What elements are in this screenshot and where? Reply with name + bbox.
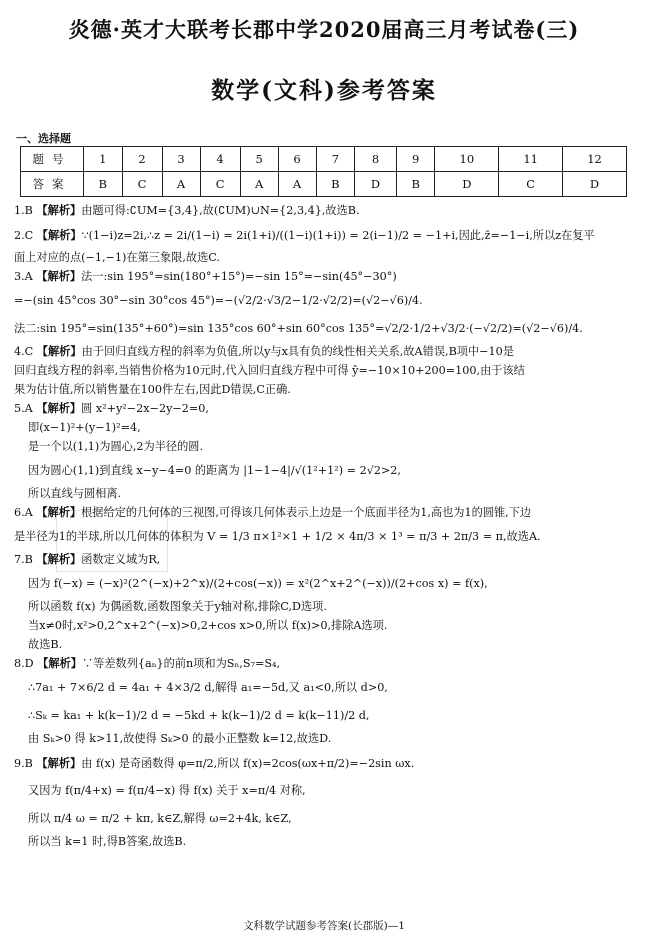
answer-cell: C [200, 172, 240, 197]
answer-key-subtitle: 数学(文科)参考答案 [211, 77, 437, 104]
answer-cell: D [563, 172, 627, 197]
solution-line-q8-cont: 由 Sₖ>0 得 k>11,故使得 Sₖ>0 的最小正整数 k=12,故选D. [28, 732, 332, 745]
row-label-answer: 答案 [21, 172, 84, 197]
analysis-tag: 【解析】 [36, 344, 82, 358]
solution-line-q3-cont: =−(sin 45°cos 30°−sin 30°cos 45°)=−(√2/2·√3/2−1/2·√2/2)=(√2−√6)/4. [14, 294, 423, 307]
answer-cell: B [396, 172, 435, 197]
solution-line-q4-cont: 回归直线方程的斜率,当销售价格为10元时,代入回归直线方程中可得 ŷ=−10×10+200=100,由于该结 [14, 364, 525, 377]
solution-line-q9: 9.B 【解析】由 f(x) 是奇函数得 φ=π/2,所以 f(x)=2cos(ωx+π/2)=−2sin ωx. [14, 756, 415, 770]
solution-line-q9-cont: 又因为 f(π/4+x) = f(π/4−x) 得 f(x) 关于 x=π/4 对称, [28, 784, 306, 797]
question-number: 4 [200, 147, 240, 172]
answer-table [20, 146, 627, 197]
answer-cell: A [278, 172, 316, 197]
answer-cell: C [499, 172, 563, 197]
exam-header-title: 炎德·英才大联考长郡中学2020届高三月考试卷(三) [68, 17, 580, 42]
solution-line-q7-cont: 因为 f(−x) = (−x)²(2^(−x)+2^x)/(2+cos(−x)) = x²(2^x+2^(−x))/(2+cos x) = f(x), [28, 577, 488, 590]
solution-line-q3-method2: 法二:sin 195°=sin(135°+60°)=sin 135°cos 60°+sin 60°cos 135°=√2/2·1/2+√3/2·(−√2/2)=(√2−√6)/4. [14, 322, 583, 335]
question-number: 3 [162, 147, 200, 172]
solution-line-q8-cont: ∴Sₖ = ka₁ + k(k−1)/2 d = −5kd + k(k−1)/2 d = k(k−11)/2 d, [28, 709, 370, 722]
solution-line-q7-cont: 故选B. [28, 638, 63, 651]
question-number: 6 [278, 147, 316, 172]
analysis-tag: 【解析】 [36, 552, 82, 566]
question-number: 2 [122, 147, 162, 172]
analysis-tag: 【解析】 [36, 203, 82, 217]
solution-line-q7: 7.B 【解析】函数定义域为R, [14, 552, 161, 566]
answer-cell: D [435, 172, 499, 197]
solution-line-q6-cont: 是半径为1的半球,所以几何体的体积为 V = 1/3 π×1²×1 + 1/2 × 4π/3 × 1³ = π/3 + 2π/3 = π,故选A. [14, 530, 541, 543]
question-number: 7 [316, 147, 355, 172]
question-number: 5 [240, 147, 278, 172]
solution-line-q8: 8.D 【解析】∵等差数列{aₙ}的前n项和为Sₙ,S₇=S₄, [14, 656, 281, 670]
question-number: 1 [84, 147, 123, 172]
answer-cell: C [122, 172, 162, 197]
row-label-question-number: 题号 [21, 147, 84, 172]
solution-line-q5-cont: 即(x−1)²+(y−1)²=4, [28, 421, 141, 434]
solution-line-q8-cont: ∴7a₁ + 7×6/2 d = 4a₁ + 4×3/2 d,解得 a₁=−5d,又 a₁<0,所以 d>0, [28, 681, 388, 694]
answer-table-number-row [21, 147, 627, 172]
solution-line-q7-cont: 所以函数 f(x) 为偶函数,函数图象关于y轴对称,排除C,D选项. [28, 600, 327, 613]
solution-line-q5: 5.A 【解析】圆 x²+y²−2x−2y−2=0, [14, 401, 209, 415]
solution-line-q2-cont: 面上对应的点(−1,−1)在第三象限,故选C. [14, 251, 220, 264]
question-number: 12 [563, 147, 627, 172]
answer-cell: A [162, 172, 200, 197]
analysis-tag: 【解析】 [36, 228, 82, 242]
answer-cell: B [84, 172, 123, 197]
solution-line-q7-cont: 当x≠0时,x²>0,2^x+2^(−x)>0,2+cos x>0,所以 f(x)>0,排除A选项. [28, 619, 388, 632]
solution-line-q9-cont: 所以当 k=1 时,得B答案,故选B. [28, 835, 187, 848]
solution-line-q2: 2.C 【解析】∵(1−i)z=2i,∴z = 2i/(1−i) = 2i(1+i)/((1−i)(1+i)) = 2(i−1)/2 = −1+i,因此,z̄=−1−i,所以z在复平 [14, 228, 595, 242]
analysis-tag: 【解析】 [36, 505, 82, 519]
question-number: 10 [435, 147, 499, 172]
analysis-tag: 【解析】 [36, 756, 82, 770]
answer-cell: D [355, 172, 397, 197]
solution-line-q6: 6.A 【解析】根据给定的几何体的三视图,可得该几何体表示上边是一个底面半径为1,高也为1的圆锥,下边 [14, 505, 532, 519]
question-number: 11 [499, 147, 563, 172]
analysis-tag: 【解析】 [36, 401, 82, 415]
solution-line-q5-cont: 是一个以(1,1)为圆心,2为半径的圆. [28, 440, 204, 453]
analysis-tag: 【解析】 [37, 656, 82, 670]
section-label-multiple-choice: 一、选择题 [16, 132, 71, 145]
solutions-body [14, 202, 636, 852]
analysis-tag: 【解析】 [36, 269, 82, 283]
solution-line-q3: 3.A 【解析】法一:sin 195°=sin(180°+15°)=−sin 15°=−sin(45°−30°) [14, 269, 397, 283]
solution-line-q4: 4.C 【解析】由于回归直线方程的斜率为负值,所以y与x具有负的线性相关关系,故A错误,B项中−10是 [14, 344, 514, 358]
solution-line-q1: 1.B 【解析】由题可得:∁UM={3,4},故(∁UM)∪N={2,3,4},故选B. [14, 203, 360, 217]
page-footer: 文科数学试题参考答案(长郡版)—1 [243, 920, 405, 932]
answer-cell: B [316, 172, 355, 197]
answer-cell: A [240, 172, 278, 197]
solution-line-q4-cont: 果为估计值,所以销售量在100件左右,因此D错误,C正确. [14, 383, 291, 396]
question-number: 9 [396, 147, 435, 172]
solution-line-q9-cont: 所以 π/4 ω = π/2 + kπ, k∈Z,解得 ω=2+4k, k∈Z, [28, 812, 292, 825]
answer-table-answer-row [21, 172, 627, 197]
question-number: 8 [355, 147, 397, 172]
solution-line-q5-cont: 因为圆心(1,1)到直线 x−y−4=0 的距离为 |1−1−4|/√(1²+1²) = 2√2>2, [28, 464, 401, 477]
solution-line-q5-cont: 所以直线与圆相离. [28, 487, 122, 500]
